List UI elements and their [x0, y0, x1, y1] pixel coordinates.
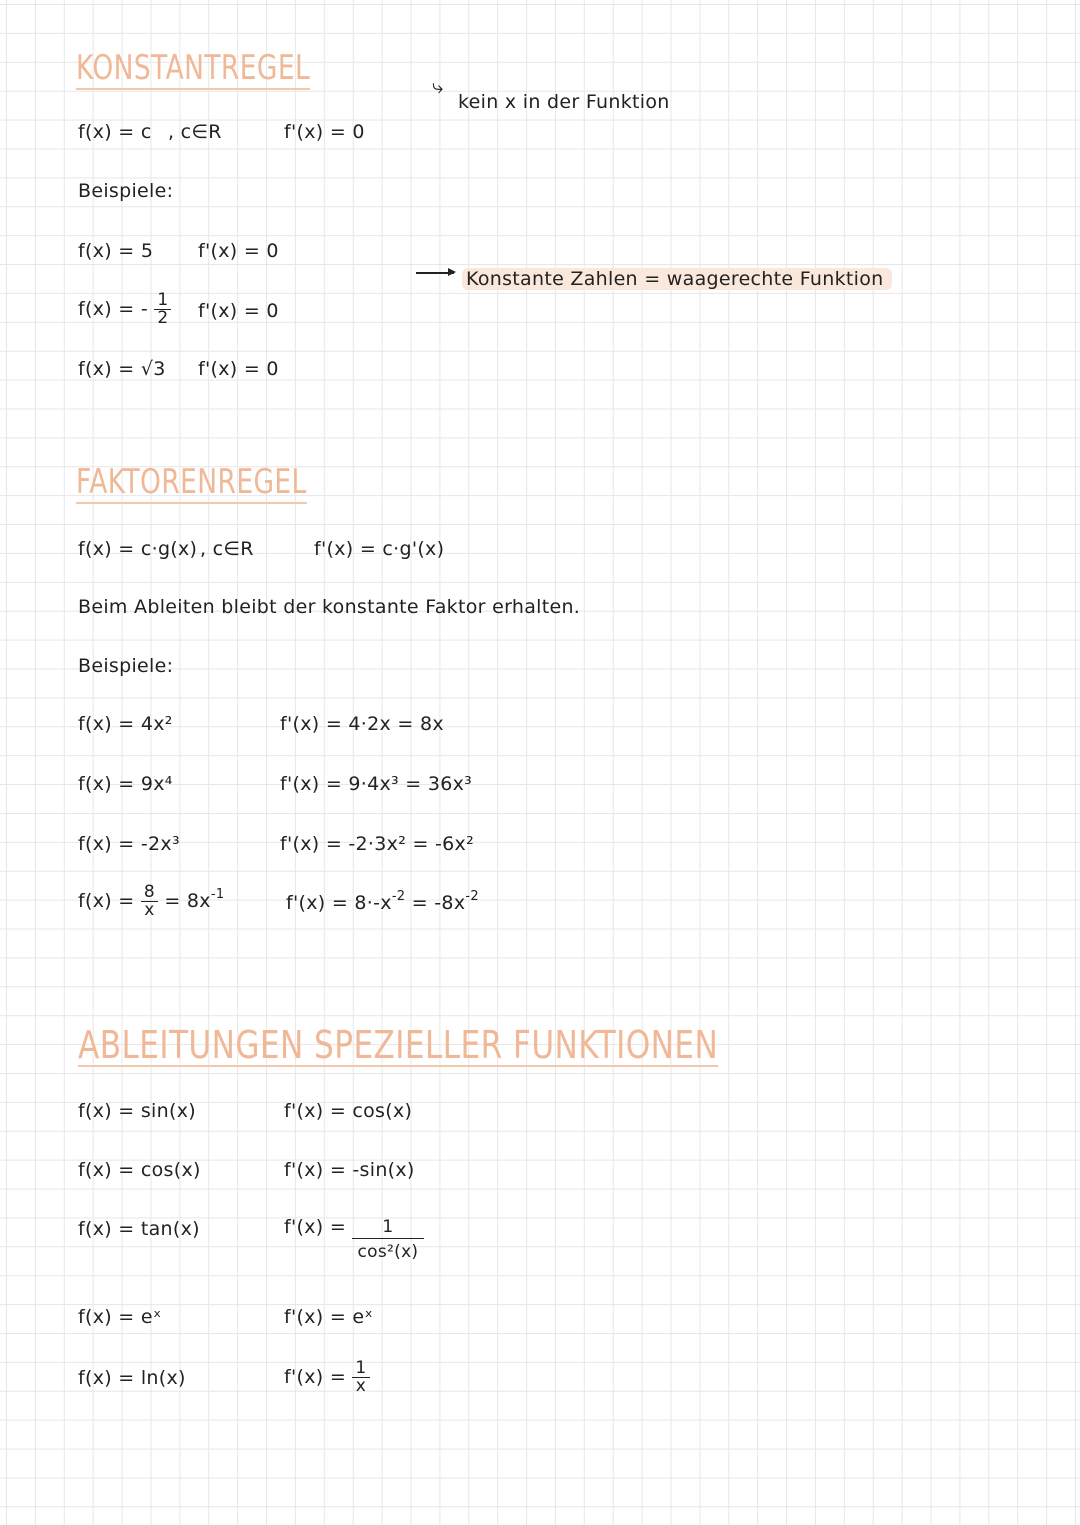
konstant-ex2-f	[78, 292, 171, 327]
konstant-rule-f: f(x) = c	[78, 121, 152, 143]
konstant-side-note	[462, 268, 892, 290]
faktor-rule-cond: , c∈R	[200, 538, 254, 560]
fraction-denominator: cos²(x)	[357, 1242, 419, 1262]
faktor-ex4-f	[78, 884, 224, 919]
exp-d: f'(x) = eˣ	[284, 1306, 374, 1328]
ln-d-prefix: f'(x) =	[284, 1366, 347, 1388]
cos-f: f(x) = cos(x)	[78, 1159, 201, 1181]
konstant-rule-deriv: f'(x) = 0	[284, 121, 365, 143]
fraction-numerator: 1	[352, 1360, 369, 1378]
konstant-ex3-d: f'(x) = 0	[198, 358, 279, 380]
faktor-ex1-f: f(x) = 4x²	[78, 713, 173, 735]
fraction	[141, 884, 158, 919]
cos-d: f'(x) = -sin(x)	[284, 1159, 415, 1181]
fraction-denominator: 2	[157, 308, 169, 328]
ln-f: f(x) = ln(x)	[78, 1367, 186, 1389]
ln-d	[284, 1360, 370, 1395]
faktor-ex4-prefix: f(x) =	[78, 890, 135, 912]
exponent: -2	[391, 889, 406, 904]
konstant-examples-label: Beispiele:	[78, 180, 174, 202]
konstant-ex1-d: f'(x) = 0	[198, 240, 279, 262]
faktor-ex4-d	[286, 889, 479, 914]
fraction-numerator: 1	[352, 1216, 423, 1239]
fraction-numerator: 8	[141, 884, 158, 902]
fraction	[352, 1216, 423, 1265]
fraction-denominator: x	[144, 900, 155, 920]
tan-d	[284, 1216, 424, 1265]
faktor-ex3-d: f'(x) = -2·3x² = -6x²	[280, 833, 475, 855]
heading-konstantregel: KONSTANTREGEL	[76, 48, 311, 88]
faktor-ex2-f: f(x) = 9x⁴	[78, 773, 173, 795]
right-arrow-icon	[416, 272, 454, 274]
faktor-ex3-f: f(x) = -2x³	[78, 833, 180, 855]
konstant-ex1-f: f(x) = 5	[78, 240, 154, 262]
faktor-ex4-d-start: f'(x) = 8·-x	[286, 892, 392, 914]
faktor-ex1-d: f'(x) = 4·2x = 8x	[280, 713, 444, 735]
tan-f: f(x) = tan(x)	[78, 1218, 200, 1240]
faktor-rule-f: f(x) = c·g(x)	[78, 538, 198, 560]
faktor-rule-deriv: f'(x) = c·g'(x)	[314, 538, 445, 560]
fraction	[352, 1360, 369, 1395]
sin-d: f'(x) = cos(x)	[284, 1100, 413, 1122]
exp-f: f(x) = eˣ	[78, 1306, 162, 1328]
konstant-ex2-d: f'(x) = 0	[198, 300, 279, 322]
exponent: -2	[465, 889, 479, 904]
heading-faktorenregel: FAKTORENREGEL	[76, 462, 307, 502]
fraction-numerator: 1	[154, 292, 171, 310]
note-no-x: kein x in der Funktion	[458, 91, 670, 113]
highlight-side-note: Konstante Zahlen = waagerechte Funktion	[462, 268, 892, 290]
faktor-ex4-suffix: = 8x	[164, 890, 211, 912]
hook-arrow-icon: ⤷	[432, 74, 444, 98]
sin-f: f(x) = sin(x)	[78, 1100, 196, 1122]
konstant-rule-cond: , c∈R	[168, 121, 222, 143]
faktor-ex2-d: f'(x) = 9·4x³ = 36x³	[280, 773, 473, 795]
exponent: -1	[210, 887, 225, 902]
fraction-denominator: x	[355, 1376, 367, 1396]
fraction	[154, 292, 171, 327]
faktor-examples-label: Beispiele:	[78, 655, 174, 677]
konstant-ex2-prefix: f(x) = -	[78, 298, 149, 320]
heading-spezielle-funktionen: ABLEITUNGEN SPEZIELLER FUNKTIONEN	[78, 1023, 719, 1067]
faktor-ex4-d-mid: = -8x	[411, 892, 466, 914]
faktor-description: Beim Ableiten bleibt der konstante Faktor erhalten.	[78, 596, 581, 618]
tan-d-prefix: f'(x) =	[284, 1216, 347, 1238]
konstant-ex3-f: f(x) = √3	[78, 358, 166, 380]
